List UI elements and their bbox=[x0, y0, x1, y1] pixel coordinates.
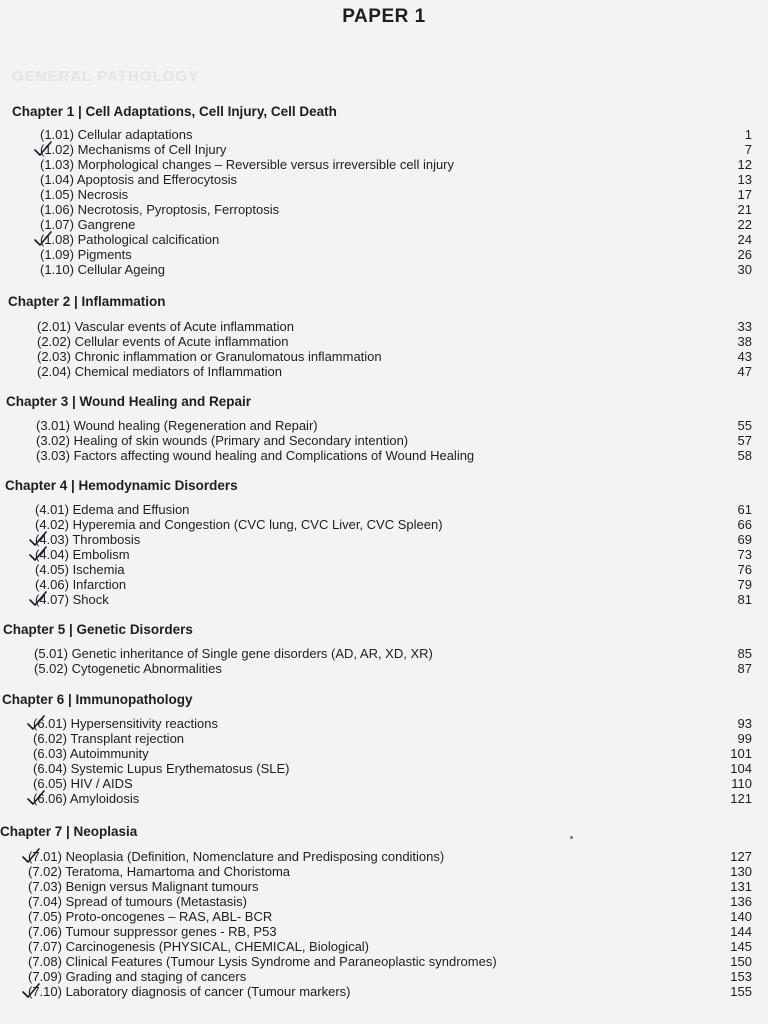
entry-title: (1.09) Pigments bbox=[40, 247, 132, 262]
entry-title: (1.08) Pathological calcification bbox=[40, 232, 220, 247]
page-number: 104 bbox=[730, 761, 752, 776]
handwritten-check-icon bbox=[22, 983, 40, 999]
toc-entry[interactable] bbox=[0, 984, 768, 999]
toc-entry[interactable] bbox=[0, 954, 768, 969]
toc-entry[interactable] bbox=[0, 142, 768, 157]
page-number: 17 bbox=[737, 187, 752, 202]
chapter-6-block bbox=[0, 692, 768, 806]
toc-entry[interactable] bbox=[0, 127, 768, 142]
toc-entry[interactable] bbox=[0, 969, 768, 984]
entry-title: (6.01) Hypersensitivity reactions bbox=[33, 716, 218, 731]
page-number: 69 bbox=[737, 532, 752, 547]
toc-entry[interactable] bbox=[0, 418, 768, 433]
entry-title: (7.02) Teratoma, Hamartoma and Choristoma bbox=[28, 864, 291, 879]
page-number: 140 bbox=[730, 909, 752, 924]
toc-entry[interactable] bbox=[0, 157, 768, 172]
entry-title: (6.05) HIV / AIDS bbox=[33, 776, 133, 791]
page-number: 144 bbox=[730, 924, 752, 939]
page-number: 127 bbox=[730, 849, 752, 864]
chapter-1-block bbox=[0, 104, 768, 277]
page-number: 81 bbox=[737, 592, 752, 607]
entry-title: (4.01) Edema and Effusion bbox=[35, 502, 190, 517]
entry-title: (3.01) Wound healing (Regeneration and Repair) bbox=[36, 418, 318, 433]
toc-entry[interactable] bbox=[0, 746, 768, 761]
handwritten-check-icon bbox=[27, 715, 45, 731]
handwritten-check-icon bbox=[29, 546, 47, 562]
entry-title: (1.02) Mechanisms of Cell Injury bbox=[40, 142, 227, 157]
entry-title: (7.10) Laboratory diagnosis of cancer (Tumour markers) bbox=[28, 984, 351, 999]
toc-entry[interactable] bbox=[0, 909, 768, 924]
toc-entry[interactable] bbox=[0, 731, 768, 746]
page-number: 57 bbox=[737, 433, 752, 448]
page-number: 24 bbox=[737, 232, 752, 247]
entry-title: (2.03) Chronic inflammation or Granulomatous inflammation bbox=[37, 349, 382, 364]
handwritten-check-icon bbox=[34, 231, 52, 247]
section-heading: GENERAL PATHOLOGY bbox=[12, 68, 200, 85]
entry-title: (6.03) Autoimmunity bbox=[33, 746, 149, 761]
toc-entry[interactable] bbox=[0, 172, 768, 187]
handwritten-check-icon bbox=[27, 790, 45, 806]
entry-title: (1.03) Morphological changes – Reversible versus irreversible cell injury bbox=[40, 157, 455, 172]
entry-title: (6.04) Systemic Lupus Erythematosus (SLE) bbox=[33, 761, 290, 776]
toc-entry[interactable] bbox=[0, 849, 768, 864]
handwritten-check-icon bbox=[29, 531, 47, 547]
toc-entry[interactable] bbox=[0, 364, 768, 379]
chapter-heading: Chapter 7 | Neoplasia bbox=[0, 824, 138, 839]
page-number: 55 bbox=[737, 418, 752, 433]
chapter-heading: Chapter 5 | Genetic Disorders bbox=[3, 622, 193, 637]
toc-entry[interactable] bbox=[0, 864, 768, 879]
chapter-heading: Chapter 3 | Wound Healing and Repair bbox=[6, 394, 252, 409]
toc-entry[interactable] bbox=[0, 448, 768, 463]
entry-title: (6.06) Amyloidosis bbox=[33, 791, 140, 806]
entry-title: (7.05) Proto-oncogenes – RAS, ABL- BCR bbox=[28, 909, 273, 924]
page-number: 26 bbox=[737, 247, 752, 262]
entry-title: (5.02) Cytogenetic Abnormalities bbox=[34, 661, 222, 676]
page-number: 43 bbox=[737, 349, 752, 364]
handwritten-check-icon bbox=[34, 141, 52, 157]
page-number: 61 bbox=[737, 502, 752, 517]
entry-title: (1.07) Gangrene bbox=[40, 217, 136, 232]
entry-title: (1.05) Necrosis bbox=[40, 187, 129, 202]
chapter-heading: Chapter 2 | Inflammation bbox=[8, 294, 166, 309]
toc-entry[interactable] bbox=[0, 232, 768, 247]
page-number: 33 bbox=[737, 319, 752, 334]
entry-title: (1.06) Necrotosis, Pyroptosis, Ferroptosis bbox=[40, 202, 280, 217]
page-number: 87 bbox=[737, 661, 752, 676]
page-number: 76 bbox=[737, 562, 752, 577]
entry-title: (4.06) Infarction bbox=[35, 577, 127, 592]
page-number: 66 bbox=[737, 517, 752, 532]
page-number: 121 bbox=[730, 791, 752, 806]
toc-entry[interactable] bbox=[0, 562, 768, 577]
entry-title: (2.01) Vascular events of Acute inflammation bbox=[37, 319, 294, 334]
entry-title: (7.04) Spread of tumours (Metastasis) bbox=[28, 894, 247, 909]
handwritten-check-icon bbox=[29, 591, 47, 607]
page-number: 7 bbox=[744, 142, 752, 157]
entry-title: (4.02) Hyperemia and Congestion (CVC lung, CVC Liver, CVC Spleen) bbox=[35, 517, 443, 532]
entry-title: (3.03) Factors affecting wound healing and Complications of Wound Healing bbox=[36, 448, 475, 463]
entry-title: (4.03) Thrombosis bbox=[35, 532, 141, 547]
page-number: 79 bbox=[737, 577, 752, 592]
page-number: 155 bbox=[730, 984, 752, 999]
toc-entry[interactable] bbox=[0, 592, 768, 607]
entry-title: (6.02) Transplant rejection bbox=[33, 731, 185, 746]
entry-title: (7.03) Benign versus Malignant tumours bbox=[28, 879, 259, 894]
entry-title: (2.04) Chemical mediators of Inflammation bbox=[37, 364, 282, 379]
toc-entry[interactable] bbox=[0, 791, 768, 806]
stray-dot bbox=[570, 836, 573, 839]
chapter-3-block bbox=[0, 394, 768, 463]
toc-entry[interactable] bbox=[0, 532, 768, 547]
entry-title: (7.06) Tumour suppressor genes - RB, P53 bbox=[28, 924, 277, 939]
toc-entry[interactable] bbox=[0, 776, 768, 791]
entry-title: (1.01) Cellular adaptations bbox=[40, 127, 193, 142]
chapter-heading: Chapter 1 | Cell Adaptations, Cell Injury, Cell Death bbox=[12, 104, 337, 119]
toc-entry[interactable] bbox=[0, 761, 768, 776]
toc-entry[interactable] bbox=[0, 202, 768, 217]
page-number: 30 bbox=[737, 262, 752, 277]
page-number: 73 bbox=[737, 547, 752, 562]
entry-title: (7.08) Clinical Features (Tumour Lysis Syndrome and Paraneoplastic syndromes) bbox=[28, 954, 497, 969]
page-number: 12 bbox=[737, 157, 752, 172]
entry-title: (2.02) Cellular events of Acute inflammation bbox=[37, 334, 289, 349]
chapter-heading: Chapter 4 | Hemodynamic Disorders bbox=[5, 478, 238, 493]
page-number: 136 bbox=[730, 894, 752, 909]
toc-entry[interactable] bbox=[0, 187, 768, 202]
entry-title: (4.07) Shock bbox=[35, 592, 109, 607]
toc-entry[interactable] bbox=[0, 433, 768, 448]
page-number: 101 bbox=[730, 746, 752, 761]
page-number: 85 bbox=[737, 646, 752, 661]
page-number: 38 bbox=[737, 334, 752, 349]
toc-entry[interactable] bbox=[0, 517, 768, 532]
page-number: 150 bbox=[730, 954, 752, 969]
page-number: 145 bbox=[730, 939, 752, 954]
page-title: PAPER 1 bbox=[342, 6, 426, 27]
entry-title: (4.04) Embolism bbox=[35, 547, 130, 562]
page-number: 110 bbox=[731, 776, 752, 791]
toc-entry[interactable] bbox=[0, 319, 768, 334]
page-number: 131 bbox=[730, 879, 752, 894]
page-number: 58 bbox=[737, 448, 752, 463]
page-number: 130 bbox=[730, 864, 752, 879]
toc-entry[interactable] bbox=[0, 502, 768, 517]
page-number: 99 bbox=[737, 731, 752, 746]
toc-entry[interactable] bbox=[0, 879, 768, 894]
toc-entry[interactable] bbox=[0, 247, 768, 262]
toc-entry[interactable] bbox=[0, 217, 768, 232]
toc-entry[interactable] bbox=[0, 547, 768, 562]
chapter-heading: Chapter 6 | Immunopathology bbox=[2, 692, 193, 707]
toc-entry[interactable] bbox=[0, 661, 768, 676]
handwritten-check-icon bbox=[22, 848, 40, 864]
page-number: 13 bbox=[737, 172, 752, 187]
chapter-7-block bbox=[0, 824, 768, 999]
entry-title: (5.01) Genetic inheritance of Single gene disorders (AD, AR, XD, XR) bbox=[34, 646, 433, 661]
chapter-4-block bbox=[0, 478, 768, 607]
toc-entry[interactable] bbox=[0, 262, 768, 277]
toc-entry[interactable] bbox=[0, 924, 768, 939]
page-number: 93 bbox=[737, 716, 752, 731]
toc-entry[interactable] bbox=[0, 349, 768, 364]
entry-title: (7.09) Grading and staging of cancers bbox=[28, 969, 247, 984]
toc-entry[interactable] bbox=[0, 334, 768, 349]
page-number: 22 bbox=[737, 217, 752, 232]
page-number: 153 bbox=[730, 969, 752, 984]
toc-entry[interactable] bbox=[0, 716, 768, 731]
entry-title: (4.05) Ischemia bbox=[35, 562, 125, 577]
chapter-5-block bbox=[0, 622, 768, 676]
chapter-2-block bbox=[0, 294, 768, 379]
entry-title: (1.04) Apoptosis and Efferocytosis bbox=[40, 172, 238, 187]
entry-title: (3.02) Healing of skin wounds (Primary and Secondary intention) bbox=[36, 433, 409, 448]
toc-entry[interactable] bbox=[0, 646, 768, 661]
entry-title: (7.07) Carcinogenesis (PHYSICAL, CHEMICAL, Biological) bbox=[28, 939, 370, 954]
entry-title: (1.10) Cellular Ageing bbox=[40, 262, 166, 277]
toc-entry[interactable] bbox=[0, 577, 768, 592]
toc-entry[interactable] bbox=[0, 894, 768, 909]
page-number: 47 bbox=[737, 364, 752, 379]
entry-title: (7.01) Neoplasia (Definition, Nomenclature and Predisposing conditions) bbox=[28, 849, 445, 864]
page-number: 1 bbox=[744, 127, 752, 142]
toc-entry[interactable] bbox=[0, 939, 768, 954]
page-number: 21 bbox=[737, 202, 752, 217]
